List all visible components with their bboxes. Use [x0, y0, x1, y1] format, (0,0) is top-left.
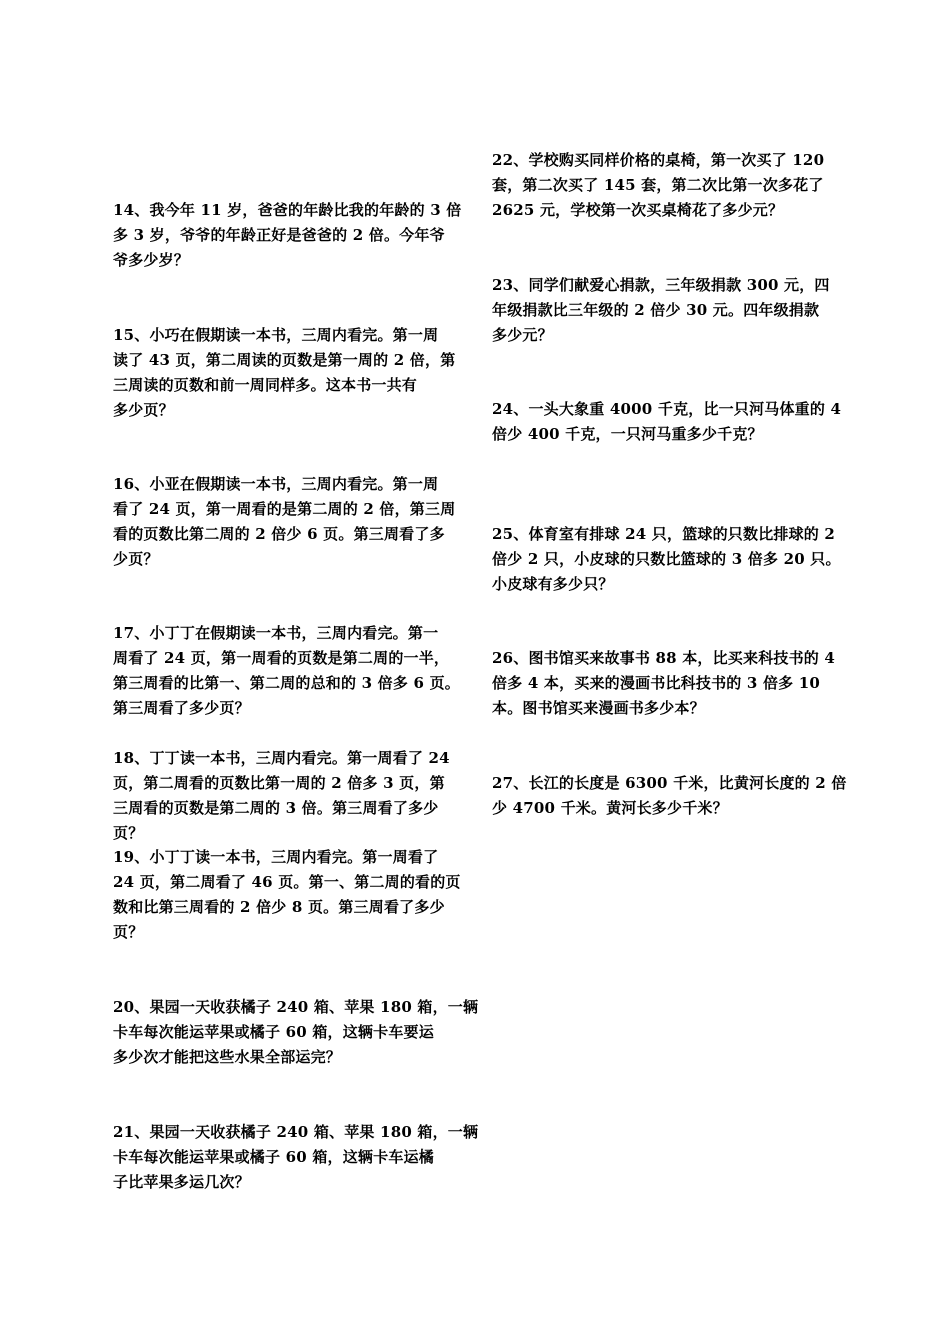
- problem-17: 17、小丁丁在假期读一本书，三周内看完。第一 周看了 24 页，第一周看的页数是第二周的一半， 第三周看的比第一、第二周的总和的 3 倍多 6 页。 第三周看了多少页？: [113, 624, 460, 717]
- problem-23: 23、同学们献爱心捐款，三年级捐款 300 元，四 年级捐款比三年级的 2 倍少 30 元。四年级捐款 多少元？: [492, 276, 830, 344]
- problem-16: 16、小亚在假期读一本书，三周内看完。第一周 看了 24 页，第一周看的是第二周的 2 倍，第三周 看的页数比第二周的 2 倍少 6 页。第三周看了多 少页？: [113, 475, 456, 568]
- problem-19: 19、小丁丁读一本书，三周内看完。第一周看了 24 页，第二周看了 46 页。第一、第二周的看的页 数和比第三周看的 2 倍少 8 页。第三周看了多少 页？: [113, 848, 461, 941]
- problem-14: 14、我今年 11 岁，爸爸的年龄比我的年龄的 3 倍 多 3 岁，爷爷的年龄正好是爸爸的 2 倍。今年爷 爷多少岁？: [113, 201, 462, 269]
- problem-25: 25、体育室有排球 24 只，篮球的只数比排球的 2 倍少 2 只，小皮球的只数比篮球的 3 倍多 20 只。 小皮球有多少只？: [492, 525, 841, 593]
- problem-18: 18、丁丁读一本书，三周内看完。第一周看了 24 页，第二周看的页数比第一周的 2 倍多 3 页，第 三周看的页数是第二周的 3 倍。第三周看了多少 页？: [113, 749, 450, 842]
- problem-27: 27、长江的长度是 6300 千米，比黄河长度的 2 倍 少 4700 千米。黄河长多少千米？: [492, 774, 847, 817]
- problem-22: 22、学校购买同样价格的桌椅，第一次买了 120 套，第二次买了 145 套，第二次比第一次多花了 2625 元，学校第一次买桌椅花了多少元？: [492, 151, 825, 219]
- problem-26: 26、图书馆买来故事书 88 本，比买来科技书的 4 倍多 4 本，买来的漫画书比科技书的 3 倍多 10 本。图书馆买来漫画书多少本？: [492, 649, 836, 717]
- problem-15: 15、小巧在假期读一本书，三周内看完。第一周 读了 43 页，第二周读的页数是第一周的 2 倍，第 三周读的页数和前一周同样多。这本书一共有 多少页？: [113, 326, 456, 419]
- problem-21: 21、果园一天收获橘子 240 箱、苹果 180 箱，一辆 卡车每次能运苹果或橘子 60 箱，这辆卡车运橘 子比苹果多运几次？: [113, 1123, 479, 1191]
- problem-24: 24、一头大象重 4000 千克，比一只河马体重的 4 倍少 400 千克，一只河马重多少千克？: [492, 400, 842, 443]
- problem-20: 20、果园一天收获橘子 240 箱、苹果 180 箱，一辆 卡车每次能运苹果或橘子 60 箱，这辆卡车要运 多少次才能把这些水果全部运完？: [113, 998, 479, 1066]
